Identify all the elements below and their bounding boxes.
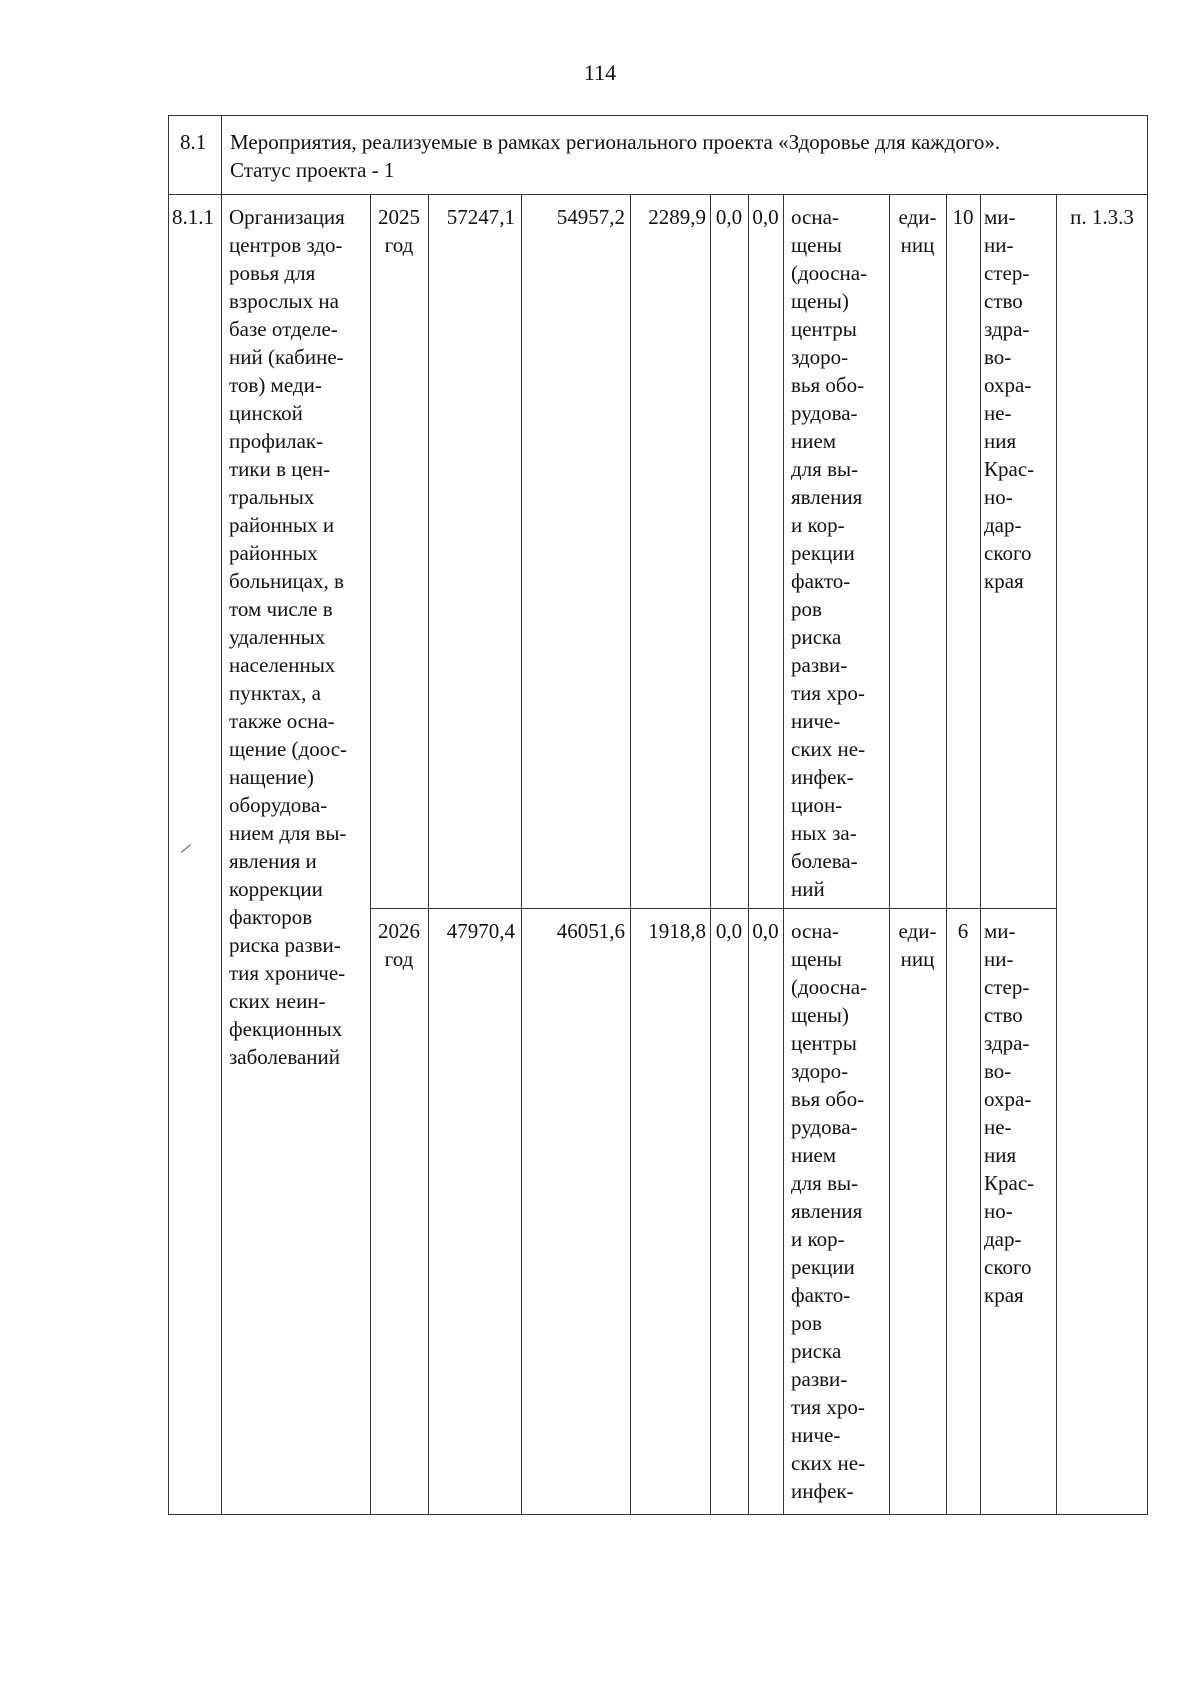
col-divider: [428, 194, 429, 1515]
item-name: Организация центров здо- ровья для взрослых на базе отделе- ний (кабине- тов) меди- цинской профилак- тики в цен- тральных районных и районных больницах, в том числе в удаленных населенных пунктах, а также осна- щение (доос- нащение) оборудова- нием для вы- явления и коррекции факторов риска разви- тия хрониче- ских неин- фекционных заболеваний: [229, 205, 348, 1069]
row-executor: ми- ни- стер- ство здра- во- охра- не- ния Крас- но- дар- ского края: [984, 205, 1035, 593]
row-total: 47970,4: [446, 919, 515, 943]
row-value: 6: [957, 919, 969, 943]
col-divider: [783, 194, 784, 1515]
col-divider: [630, 194, 631, 1515]
col-divider: [889, 194, 890, 1515]
row-other: 0,0: [752, 919, 779, 943]
year-row-divider: [370, 908, 1056, 909]
col-divider: [710, 194, 711, 1515]
row-year: 2026 год: [378, 919, 420, 971]
col-divider: [521, 194, 522, 1515]
col-divider-number: [221, 115, 222, 1515]
col-divider: [370, 194, 371, 1515]
row-local: 0,0: [715, 919, 743, 943]
col-divider: [1056, 194, 1057, 1515]
row-federal: 54957,2: [556, 205, 625, 229]
item-number: 8.1.1: [172, 205, 214, 229]
row-result: осна- щены (доосна- щены) центры здоро- вья обо- рудова- нием для вы- явления и кор- рекции факто- ров риска разви- тия хро- ниче- ских не- инфек- цион- ных за- болева- ний: [791, 205, 868, 901]
col-divider: [748, 194, 749, 1515]
row-regional: 2289,9: [648, 205, 706, 229]
row-executor: ми- ни- стер- ство здра- во- охра- не- ния Крас- но- дар- ского края: [984, 919, 1035, 1307]
section-title: Мероприятия, реализуемые в рамках регионального проекта «Здоровье для каждого».: [230, 130, 1001, 154]
item-reference: п. 1.3.3: [1070, 205, 1134, 229]
row-other: 0,0: [752, 205, 779, 229]
row-value: 10: [952, 205, 974, 229]
section-number: 8.1: [180, 130, 207, 154]
col-divider: [946, 194, 947, 1515]
page-number: 114: [583, 60, 617, 85]
row-regional: 1918,8: [648, 919, 706, 943]
row-total: 57247,1: [446, 205, 515, 229]
section-status: Статус проекта - 1: [230, 158, 395, 182]
row-local: 0,0: [715, 205, 743, 229]
section-divider: [168, 194, 1148, 195]
row-federal: 46051,6: [556, 919, 625, 943]
row-year: 2025 год: [378, 205, 420, 257]
row-unit: еди- ниц: [898, 205, 937, 257]
col-divider: [980, 194, 981, 1515]
row-unit: еди- ниц: [898, 919, 937, 971]
row-result: осна- щены (доосна- щены) центры здоро- вья обо- рудова- нием для вы- явления и кор- рекции факто- ров риска разви- тия хро- ниче- ских не- инфек-: [791, 919, 868, 1503]
